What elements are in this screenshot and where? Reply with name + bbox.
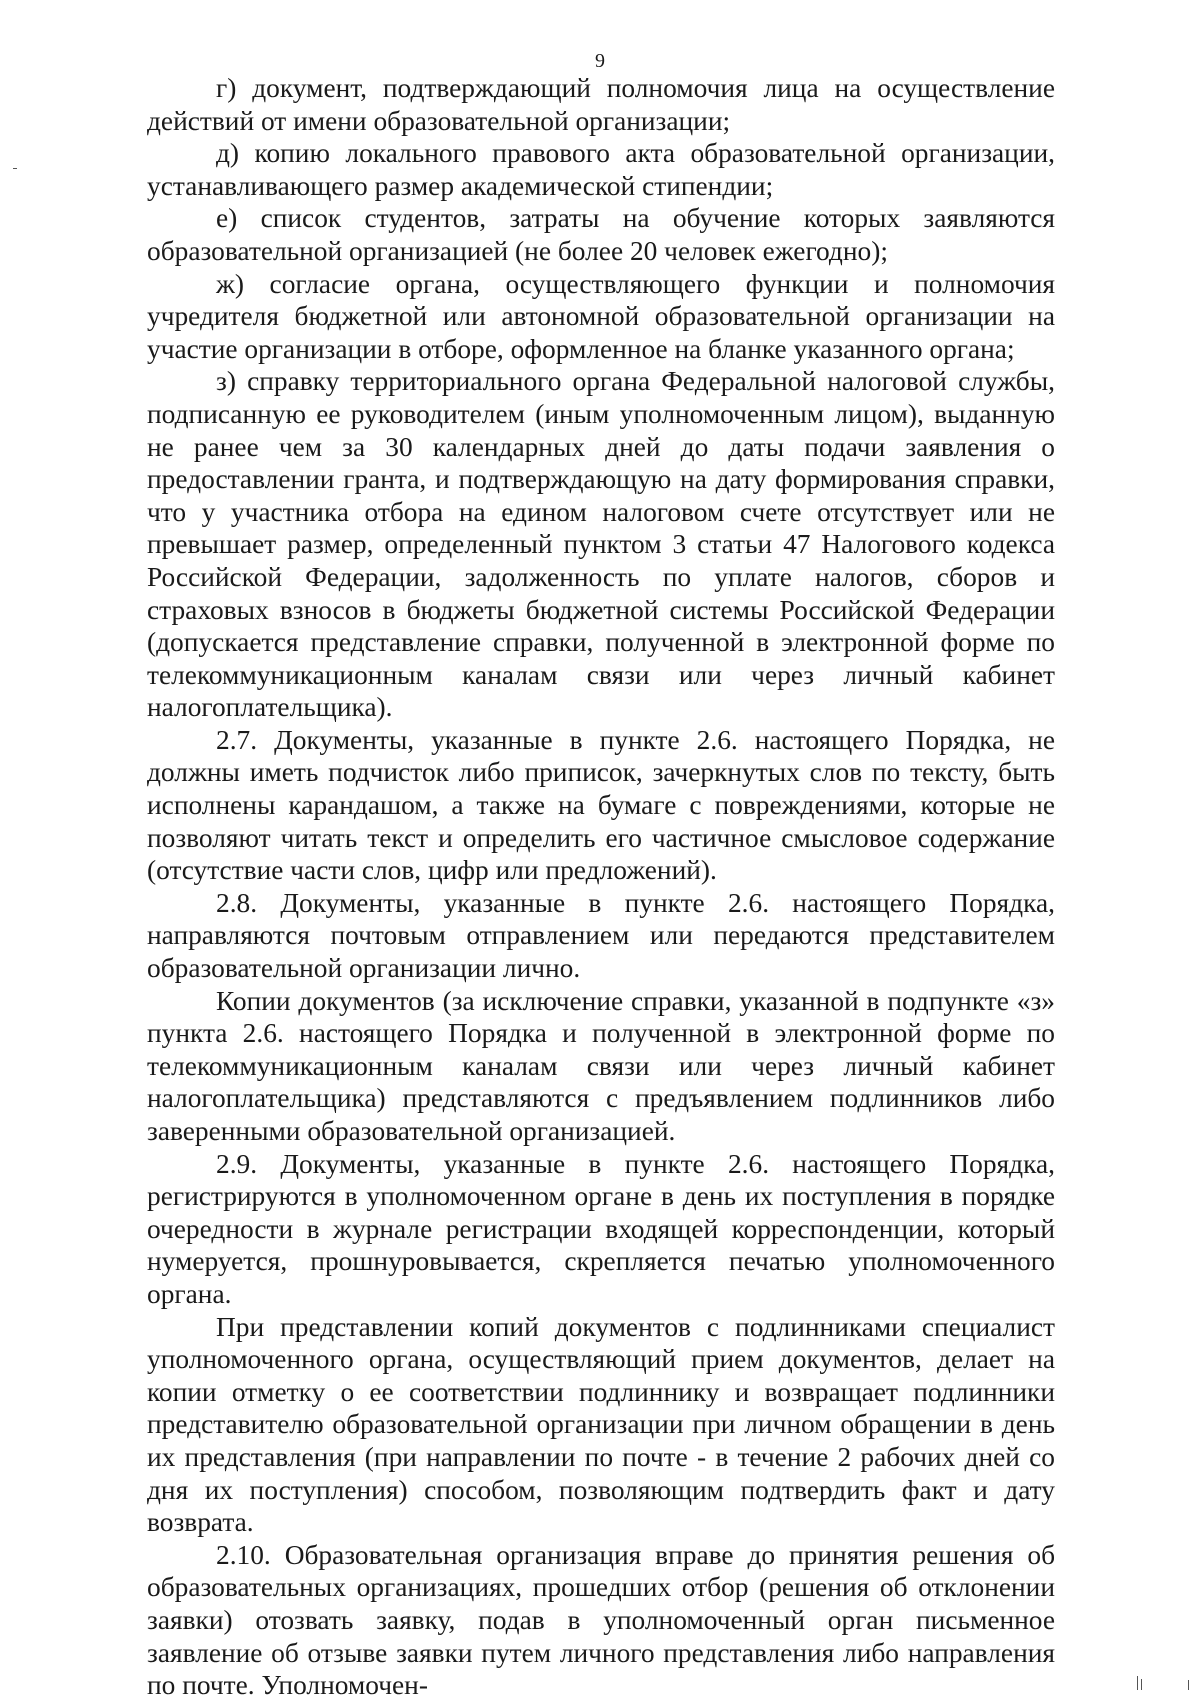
paragraph-zh: ж) согласие органа, осуществляющего функции и полномочия учредителя бюджетной или автономной образовательной организации на участие организации в отборе, оформленное на бланке указанного органа; (147, 268, 1055, 364)
paragraph-2-10: 2.10. Образовательная организация вправе до принятия решения об образовательных организациях, прошедших отбор (решения об отклонении заявки) отозвать заявку, подав в уполномоченный орган письменное заявление об отзыве заявки путем личного представления либо направления по почте. Уполномочен- (147, 1539, 1055, 1701)
scan-mark-left (13, 168, 17, 169)
page-number: 9 (595, 50, 605, 72)
scan-mark-bottom-2 (1141, 1679, 1142, 1690)
paragraph-z: з) справку территориального органа Федеральной налоговой службы, подписанную ее руководителем (иным уполномоченным лицом), выданную не ранее чем за 30 календарных дней до даты подачи заявления о предоставлении гранта, и подтверждающую на дату формирования справки, что у участника отбора на едином налоговом счете отсутствует или не превышает размер, определенный пунктом 3 статьи 47 Налогового кодекса Российской Федерации, задолженность по уплате налогов, сборов и страховых взносов в бюджеты бюджетной системы Российской Федерации (допускается представление справки, полученной в электронной форме по телекоммуникационным каналам связи или через личный кабинет налогоплательщика). (147, 366, 1055, 723)
paragraph-e: е) список студентов, затраты на обучение которых заявляются образовательной организацией (не более 20 человек ежегодно); (147, 203, 1055, 266)
paragraph-presentation: При представлении копий документов с подлинниками специалист уполномоченного органа, осуществляющий прием документов, делает на копии отметку о ее соответствии подлиннику и возвращает подлинники представителю образовательной организации при личном обращении в день их представления (при направлении по почте - в течение 2 рабочих дней со дня их поступления) способом, позволяющим подтвердить факт и дату возврата. (147, 1311, 1055, 1538)
scan-mark-bottom-1 (1137, 1676, 1138, 1690)
scan-mark-bottom-3 (1188, 1680, 1189, 1690)
paragraph-2-9: 2.9. Документы, указанные в пункте 2.6. настоящего Порядка, регистрируются в уполномоченном органе в день их поступления в порядке очередности в журнале регистрации входящей корреспонденции, который нумеруется, прошнуровывается, скрепляется печатью уполномоченного органа. (147, 1148, 1055, 1309)
document-body (147, 72, 1055, 1702)
paragraph-d: д) копию локального правового акта образовательной организации, устанавливающего размер академической стипендии; (147, 138, 1055, 201)
paragraph-g: г) документ, подтверждающий полномочия лица на осуществление действий от имени образовательной организации; (147, 73, 1055, 136)
paragraph-copies: Копии документов (за исключение справки, указанной в подпункте «з» пункта 2.6. настоящего Порядка и полученной в электронной форме по телекоммуникационным каналам связи или через личный кабинет налогоплательщика) представляются с предъявлением подлинников либо заверенными образовательной организацией. (147, 985, 1055, 1146)
paragraph-2-7: 2.7. Документы, указанные в пункте 2.6. настоящего Порядка, не должны иметь подчисток либо приписок, зачеркнутых слов по тексту, быть исполнены карандашом, а также на бумаге с повреждениями, которые не позволяют читать текст и определить его частичное смысловое содержание (отсутствие части слов, цифр или предложений). (147, 724, 1055, 886)
paragraph-2-8: 2.8. Документы, указанные в пункте 2.6. настоящего Порядка, направляются почтовым отправлением или передаются представителем образовательной организации лично. (147, 887, 1055, 984)
